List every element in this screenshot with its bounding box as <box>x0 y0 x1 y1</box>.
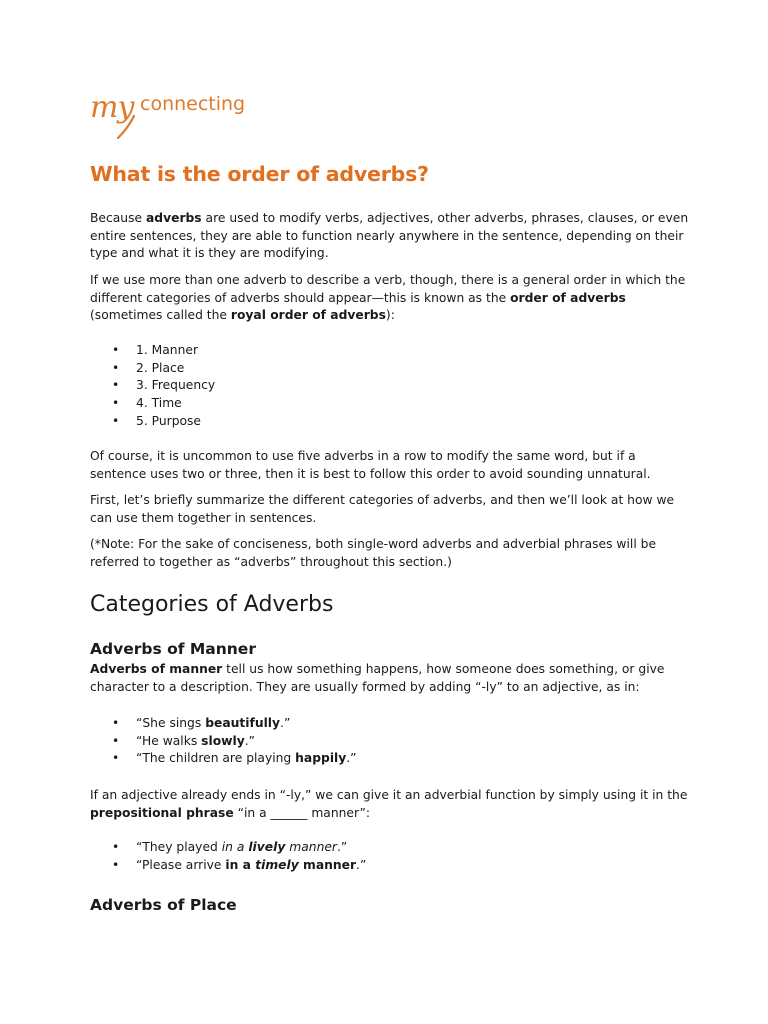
list-item: • “She sings beautifully.” <box>112 716 291 730</box>
manner-phrase-examples-list <box>90 839 650 874</box>
order-of-adverbs-list <box>90 342 650 431</box>
manner-heading: Adverbs of Manner <box>90 640 256 658</box>
list-item: • “The children are playing happily.” <box>112 751 357 766</box>
logo-swash-icon <box>112 114 142 140</box>
list-item: • 4. Time <box>112 396 182 411</box>
paragraph-summary: First, let’s briefly summarize the different categories of adverbs, and then we’ll look at how we can use them together in sentences. <box>90 493 675 525</box>
intro-paragraph-2: If we use more than one adverb to describe a verb, though, there is a general order in which the different categories of adverbs should appear—this is known as the order of adverbs (sometimes called the royal order of adverbs): <box>90 273 686 323</box>
list-item: • “They played in a lively manner.” <box>112 840 348 854</box>
intro-paragraph-1: Because adverbs are used to modify verbs, adjectives, other adverbs, phrases, clauses, or even entire sentences, they are able to function nearly anywhere in the sentence, depending on their type and what it is they are modifying. <box>90 211 689 261</box>
place-heading: Adverbs of Place <box>90 896 237 914</box>
list-item: • “Please arrive in a timely manner.” <box>112 857 367 872</box>
manner-examples-list <box>90 715 650 768</box>
section-heading: Categories of Adverbs <box>90 592 334 617</box>
list-item: • 2. Place <box>112 360 185 375</box>
logo-my-script: my <box>90 90 134 125</box>
paragraph-note: (*Note: For the sake of conciseness, both single-word adverbs and adverbial phrases will be referred to together as “adverbs” throughout this section.) <box>90 537 657 569</box>
list-item: • “He walks slowly.” <box>112 733 256 748</box>
page-title: What is the order of adverbs? <box>90 162 429 186</box>
manner-paragraph: Adverbs of manner tell us how something happens, how someone does something, or give character to a description. They are usually formed by adding “-ly” to an adjective, as in: <box>90 662 665 694</box>
logo-connecting-text: connecting <box>140 93 246 115</box>
list-item: • 1. Manner <box>112 343 198 357</box>
list-item: • 3. Frequency <box>112 378 216 393</box>
myconnecting-logo <box>90 86 290 140</box>
paragraph-uncommon: Of course, it is uncommon to use five adverbs in a row to modify the same word, but if a sentence uses two or three, then it is best to follow this order to avoid sounding unnatural. <box>90 449 651 481</box>
manner-paragraph-2: If an adjective already ends in “-ly,” we can give it an adverbial function by simply using it in the prepositional phrase “in a ______ manner”: <box>90 788 688 820</box>
list-item: • 5. Purpose <box>112 413 201 428</box>
